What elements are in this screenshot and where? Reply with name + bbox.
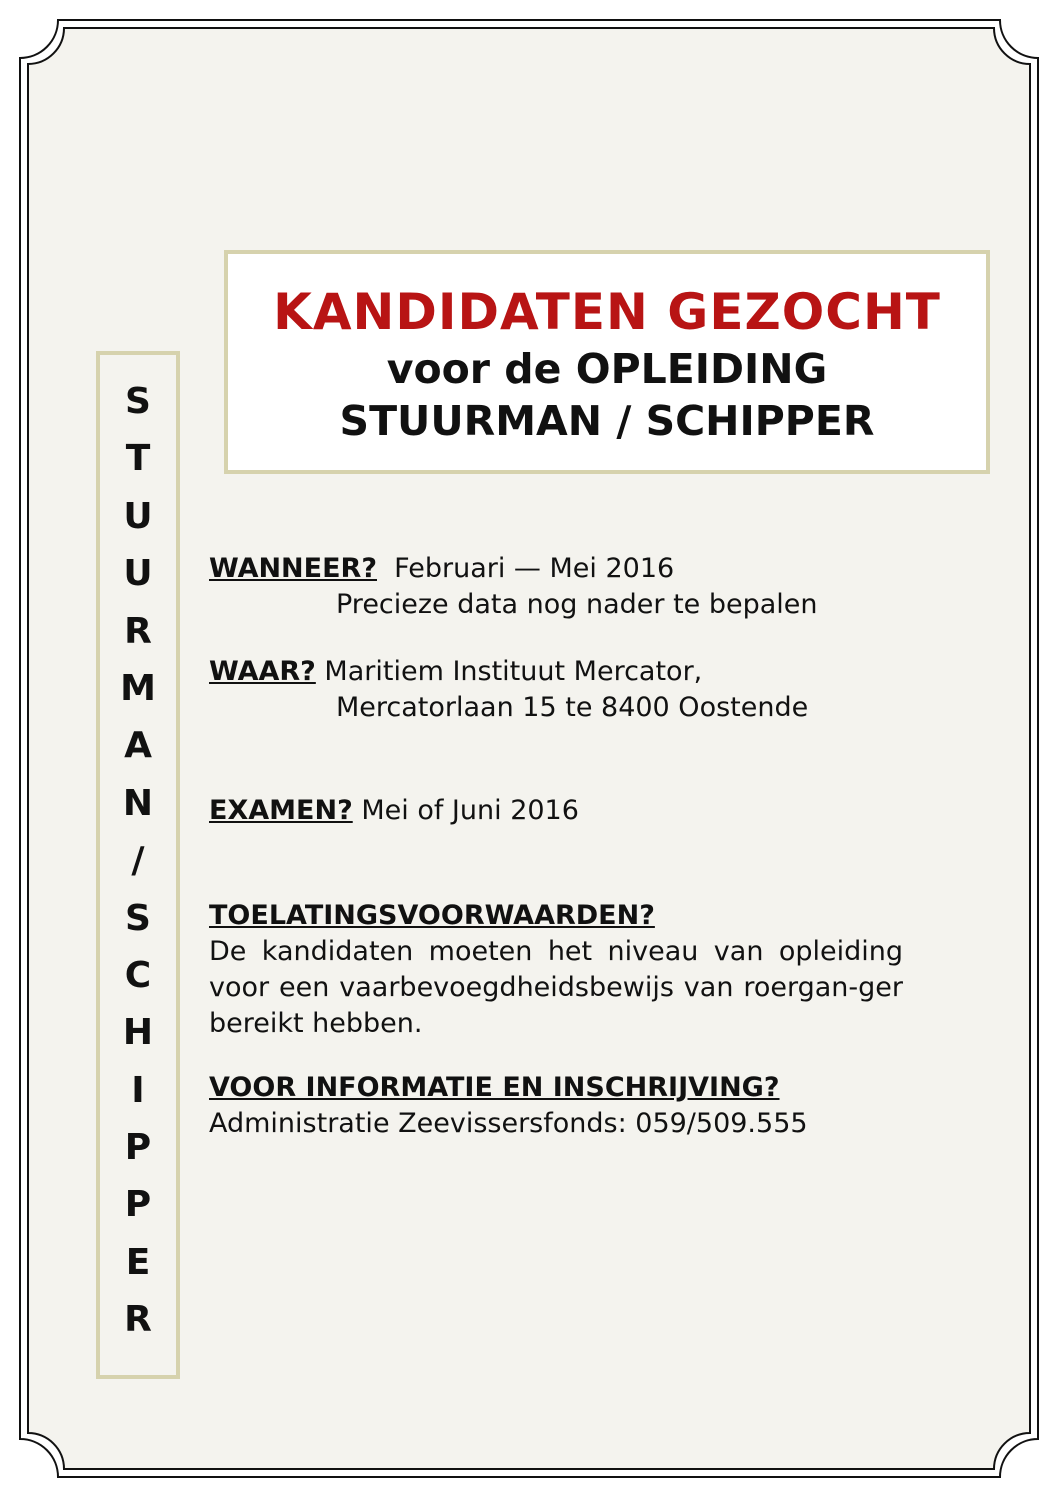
- vertical-letter: S: [125, 897, 151, 939]
- vertical-letter: R: [124, 610, 152, 652]
- vertical-letter: T: [125, 438, 151, 480]
- info-section: [209, 1070, 903, 1142]
- vertical-letter: S: [125, 381, 151, 422]
- exam-row: [209, 793, 579, 829]
- vertical-title-box: [96, 351, 180, 1379]
- where-line1: Maritiem Instituut Mercator,: [324, 656, 703, 687]
- when-label: WANNEER?: [209, 553, 377, 584]
- vertical-letter: P: [124, 1127, 152, 1169]
- vertical-letter: A: [124, 725, 152, 767]
- admission-label: TOELATINGSVOORWAARDEN?: [209, 900, 655, 931]
- when-row: [209, 551, 674, 587]
- where-row: [209, 654, 702, 690]
- headline-box: [224, 250, 990, 474]
- vertical-letter: /: [131, 840, 145, 882]
- vertical-letter: E: [125, 1241, 151, 1283]
- vertical-letter: I: [131, 1069, 145, 1111]
- headline-sub: voor de OPLEIDING: [386, 345, 828, 393]
- vertical-letter: M: [120, 667, 156, 709]
- vertical-letter: H: [122, 1012, 154, 1054]
- vertical-letter: P: [124, 1184, 152, 1226]
- vertical-letter: R: [124, 1299, 152, 1341]
- vertical-title: [100, 373, 176, 1349]
- vertical-letter: N: [122, 782, 154, 824]
- exam-value: Mei of Juni 2016: [361, 795, 579, 826]
- where-label: WAAR?: [209, 656, 316, 687]
- vertical-letter: U: [123, 553, 153, 595]
- info-value: Administratie Zeevissersfonds: 059/509.555: [209, 1108, 808, 1139]
- info-label: VOOR INFORMATIE EN INSCHRIJVING?: [209, 1072, 780, 1103]
- when-value: Februari — Mei 2016: [394, 553, 675, 584]
- admission-text: De kandidaten moeten het niveau van opleiding voor een vaarbevoegdheidsbewijs van roergan-ger bereikt hebben.: [209, 936, 903, 1039]
- when-note: Precieze data nog nader te bepalen: [336, 589, 818, 620]
- vertical-letter: U: [123, 495, 153, 537]
- where-line2: Mercatorlaan 15 te 8400 Oostende: [336, 692, 809, 723]
- headline-main: KANDIDATEN GEZOCHT: [273, 283, 941, 341]
- admission-section: [209, 898, 903, 1042]
- vertical-letter: C: [124, 954, 152, 996]
- exam-label: EXAMEN?: [209, 795, 353, 826]
- headline-course: STUURMAN / SCHIPPER: [339, 397, 875, 445]
